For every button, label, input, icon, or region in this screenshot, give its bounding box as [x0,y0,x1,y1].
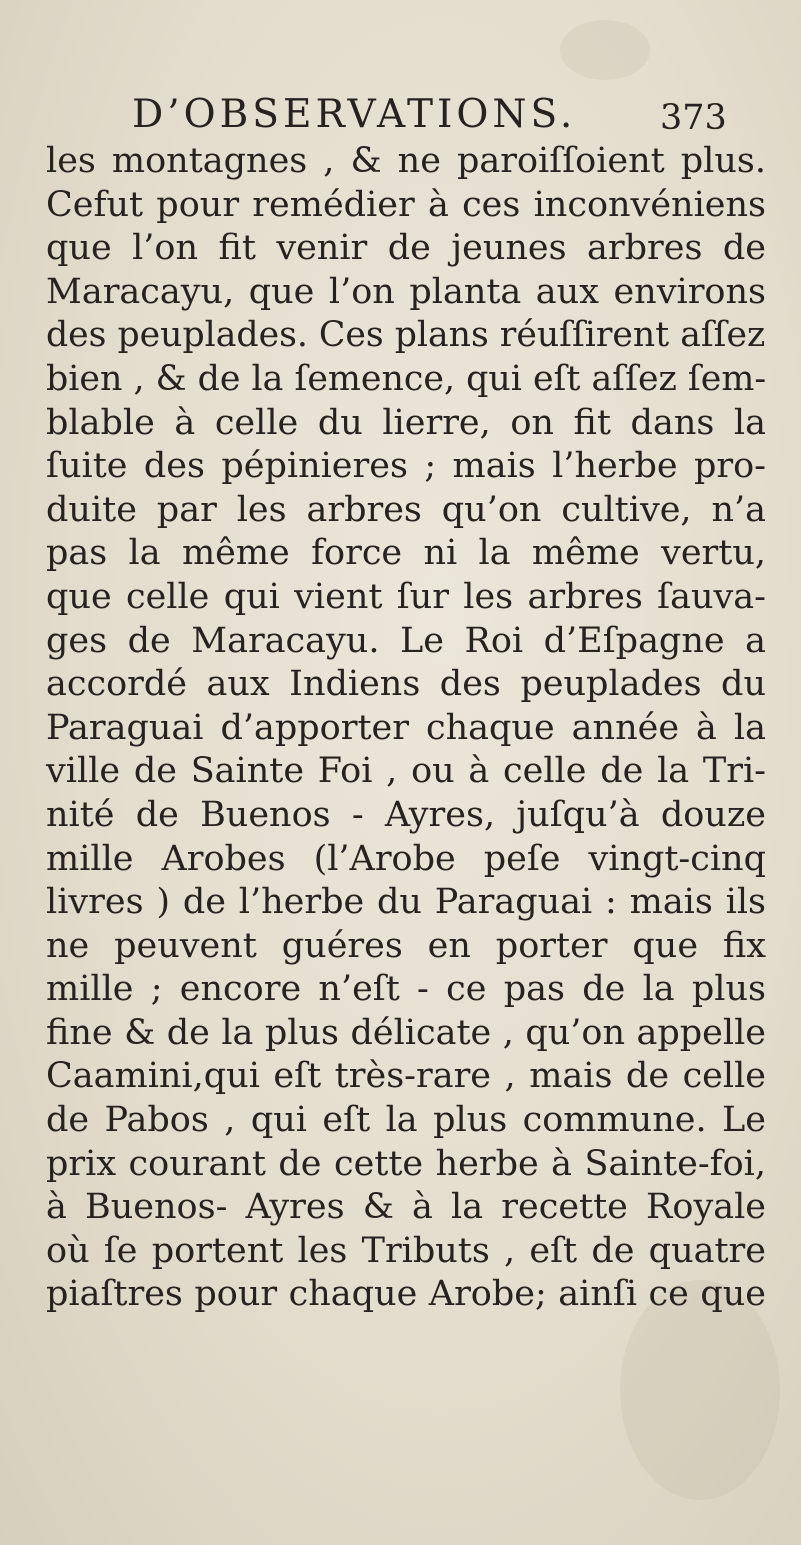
text-line: de Pabos , qui eſt la plus commune. Le [46,1100,766,1141]
text-line: que l’on fit venir de jeunes arbres de [46,228,766,269]
text-line: nité de Buenos - Ayres, juſqu’à douze [46,794,766,835]
page-number: 373 [660,98,727,138]
text-line: Caamini,qui eſt très-rare , mais de celle [46,1056,766,1097]
text-line: pas la même force ni la même vertu, [46,533,766,574]
text-line: que celle qui vient ſur les arbres ſauva- [46,576,766,617]
text-line: à Buenos- Ayres & à la recette Royale [46,1187,766,1228]
text-line: bien , & de la ſemence, qui eſt aſſez ſem- [46,358,767,399]
text-line: piaſtres pour chaque Arobe; ainſi ce que [46,1274,766,1315]
body-text [46,140,766,1317]
text-line: blable à celle du lierre, on fit dans la [46,402,766,443]
text-line: ville de Sainte Foi , ou à celle de la Tri- [46,751,766,792]
text-line: mille Arobes (l’Arobe peſe vingt-cinq [46,838,766,879]
text-line: des peuplades. Ces plans réuſſirent aſſez [46,315,766,356]
text-line: prix courant de cette herbe à Sainte-foi, [46,1143,766,1184]
text-line: mille ; encore n’eſt - ce pas de la plus [46,969,766,1010]
text-line: accordé aux Indiens des peuplades du [46,664,766,705]
text-line: Maracayu, que l’on planta aux environs [46,271,766,312]
text-line: fine & de la plus délicate , qu’on appelle [46,1012,766,1053]
text-line: livres ) de l’herbe du Paraguai : mais ils [46,882,766,923]
text-line: où ſe portent les Tributs , eſt de quatre [46,1230,766,1271]
text-line: Paraguai d’apporter chaque année à la [46,707,766,748]
text-line: ges de Maracayu. Le Roi d’Eſpagne a [46,620,766,661]
text-line: les montagnes , & ne paroiſſoient plus. [46,141,766,181]
text-line: Cefut pour remédier à ces inconvéniens [46,184,766,225]
paper-stain [560,20,650,80]
text-line: ne peuvent guéres en porter que fix [46,925,766,966]
text-line: ſuite des pépinieres ; mais l’herbe pro- [46,446,766,487]
running-head: D’OBSERVATIONS. [132,92,577,137]
text-line: duite par les arbres qu’on cultive, n’a [46,489,766,530]
page-header [132,92,772,142]
